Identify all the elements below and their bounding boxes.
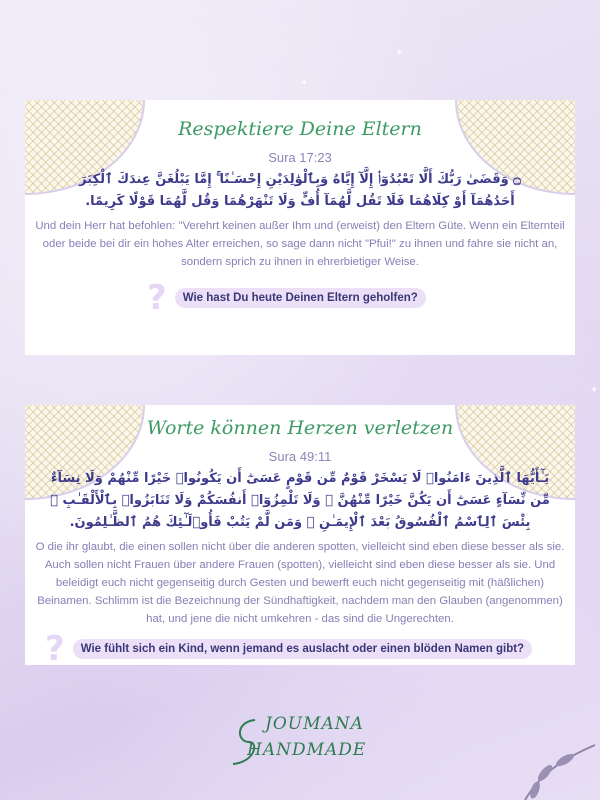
question-row [45,629,575,665]
question-row [147,278,575,318]
leaf-branch-decoration [505,735,600,800]
question-pill: Wie fühlt sich ein Kind, wenn jemand es auslacht oder einen blöden Namen gibt? [73,639,532,659]
logo-line-2: HANDMADE [247,740,367,760]
arabic-verse: ۝ وَقَضَىٰ رَبُّكَ أَلَّا تَعْبُدُوٓا۟ إِلَّآ إِيَّاهُ وَبِٱلْوَٰلِدَيْنِ إِحْسَـٰنًا ۚ إِمَّا يَبْلُغَنَّ عِندَكَ ٱلْكِبَرَ أَحَدُهُمَآ أَوْ كِلَاهُمَا فَلَا تَقُل لَّهُمَآ أُفٍّ وَلَا تَنْهَرْهُمَا وَقُل لَّهُمَا قَوْلًا كَرِيمًا. [79,172,521,209]
verse-card-2 [25,405,575,665]
card-title: Respektiere Deine Eltern [178,118,422,140]
question-pill: Wie hast Du heute Deinen Eltern geholfen? [175,288,426,308]
sura-reference: Sura 49:11 [268,449,332,464]
question-mark-icon: ? [45,629,65,665]
arabic-verse: يَـٰٓأَيُّهَا ٱلَّذِينَ ءَامَنُوا۟ لَا يَسْخَرْ قَوْمٌ مِّن قَوْمٍ عَسَىٰٓ أَن يَكُونُوا۟ خَيْرًا مِّنْهُمْ وَلَا نِسَآءٌ مِّن نِّسَآءٍ عَسَىٰٓ أَن يَكُنَّ خَيْرًا مِّنْهُنَّ ۖ وَلَا تَلْمِزُوٓا۟ أَنفُسَكُمْ وَلَا تَنَابَزُوا۟ بِٱلْأَلْقَـٰبِ ۖ بِئْسَ ٱلِٱسْمُ ٱلْفُسُوقُ بَعْدَ ٱلْإِيمَـٰنِ ۚ وَمَن لَّمْ يَتُبْ فَأُو۟لَـٰٓئِكَ هُمُ ٱلظَّـٰلِمُونَ. [50,471,550,530]
logo-line-1: JOUMANA [265,714,364,734]
star-decoration: ✦ [300,78,309,89]
verse-card-1 [25,100,575,355]
star-decoration: ✦ [395,48,404,59]
translation: Und dein Herr hat befohlen: "Verehrt keinen außer Ihm und (erweist) den Eltern Güte. Wenn ein Elternteil oder beide bei dir ein hohes Alter erreichen, so sage dann nicht "Pfui!" zu ihnen und fahre sie nicht an, sondern sprich zu ihnen in ehrerbietiger Weise. [35,220,565,268]
question-mark-icon: ? [147,278,167,318]
card-title: Worte können Herzen verletzen [146,417,454,439]
sura-reference: Sura 17:23 [268,150,332,165]
translation: O die ihr glaubt, die einen sollen nicht über die anderen spotten, vielleicht sind eben diese besser als sie. Auch sollen nicht Frauen über andere Frauen (spotten), vielleicht sind eben diese besser als sie. Und beleidigt euch nicht gegenseitig durch Gesten und bewerft euch nicht gegenseitig mit (häßlichen) Beinamen. Schlimm ist die Bezeichnung der Sündhaftigkeit, nachdem man den Glauben (angenommen) hat, und jene die nicht umkehren - das sind die Ungerechten. [35,541,565,625]
brand-logo [225,712,385,772]
star-decoration: ✦ [590,385,599,396]
